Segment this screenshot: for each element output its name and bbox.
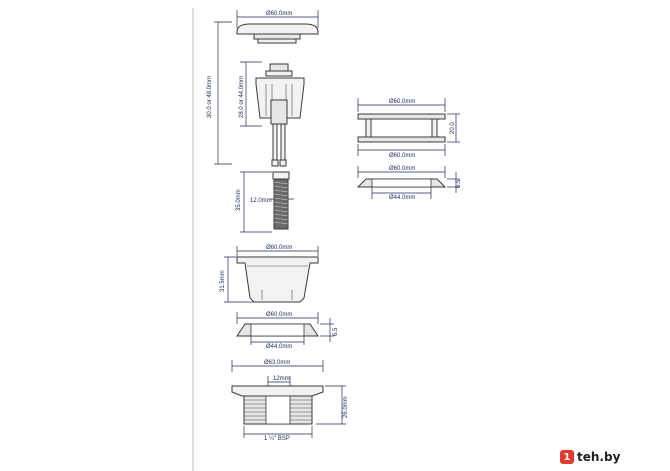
side-view-spacer (358, 98, 460, 159)
spacer-post-right (432, 119, 437, 137)
body-part (220, 245, 318, 302)
cap-assembly (207, 10, 318, 166)
side-top-diameter-label: Ø60.0mm (389, 99, 416, 105)
side-washer-inner-label: Ø44.0mm (389, 195, 416, 201)
cap-base (258, 39, 296, 43)
washer-outer-label: Ø60.0mm (266, 312, 293, 318)
watermark-badge-icon: 1 (560, 450, 574, 464)
washer-part (237, 312, 339, 350)
cap-top (237, 24, 318, 34)
stem-height-label: 28.0 or 44.0mm (239, 75, 245, 118)
thread-inner-label: 12mm (273, 376, 290, 382)
side-washer-hole (372, 179, 431, 187)
flange-diameter-label: Ø63.0mm (264, 360, 291, 366)
side-washer-outer-label: Ø60.0mm (389, 166, 416, 172)
mechanism-nut (270, 64, 288, 71)
screw-diameter-label: 12.0mm (250, 198, 272, 204)
screw-head (273, 172, 289, 179)
side-bottom-diameter-label: Ø60.0mm (389, 153, 416, 159)
spacer-top-plate (358, 114, 445, 119)
stem-leg-left (273, 124, 277, 160)
thread-bore (266, 396, 290, 424)
cap-neck (254, 34, 300, 39)
side-view-washer (358, 166, 462, 201)
body-diameter-label: Ø60.0mm (266, 245, 293, 251)
watermark-text: teh.by (577, 450, 621, 464)
watermark (560, 448, 664, 466)
flange-height-label: 26.0mm (343, 396, 349, 418)
washer-thickness-label: 6.5 (333, 327, 339, 336)
body-height-label: 31.5mm (220, 270, 226, 292)
washer-hole (251, 324, 304, 336)
side-height-label: 20.0 (450, 122, 456, 134)
cap-diameter-label: Ø60.0mm (266, 11, 293, 17)
stem-feet (272, 160, 286, 166)
spacer-post-left (366, 119, 371, 137)
mechanism-shaft (271, 100, 287, 124)
side-washer-thickness-label: 6.5 (456, 179, 462, 188)
spacer-bottom-plate (358, 137, 445, 142)
washer-inner-label: Ø44.0mm (266, 344, 293, 350)
body-shell (237, 257, 318, 302)
flange-part (232, 360, 349, 442)
mechanism-washer (266, 71, 292, 76)
total-height-label: 30.0 or 48.0mm (207, 75, 213, 118)
thread-label: 1 ¼" BSP (264, 436, 290, 442)
screw-part (236, 172, 294, 232)
screw-height-label: 35.0mm (236, 189, 242, 211)
flange-rim (232, 386, 323, 396)
stem-leg-right (281, 124, 285, 160)
